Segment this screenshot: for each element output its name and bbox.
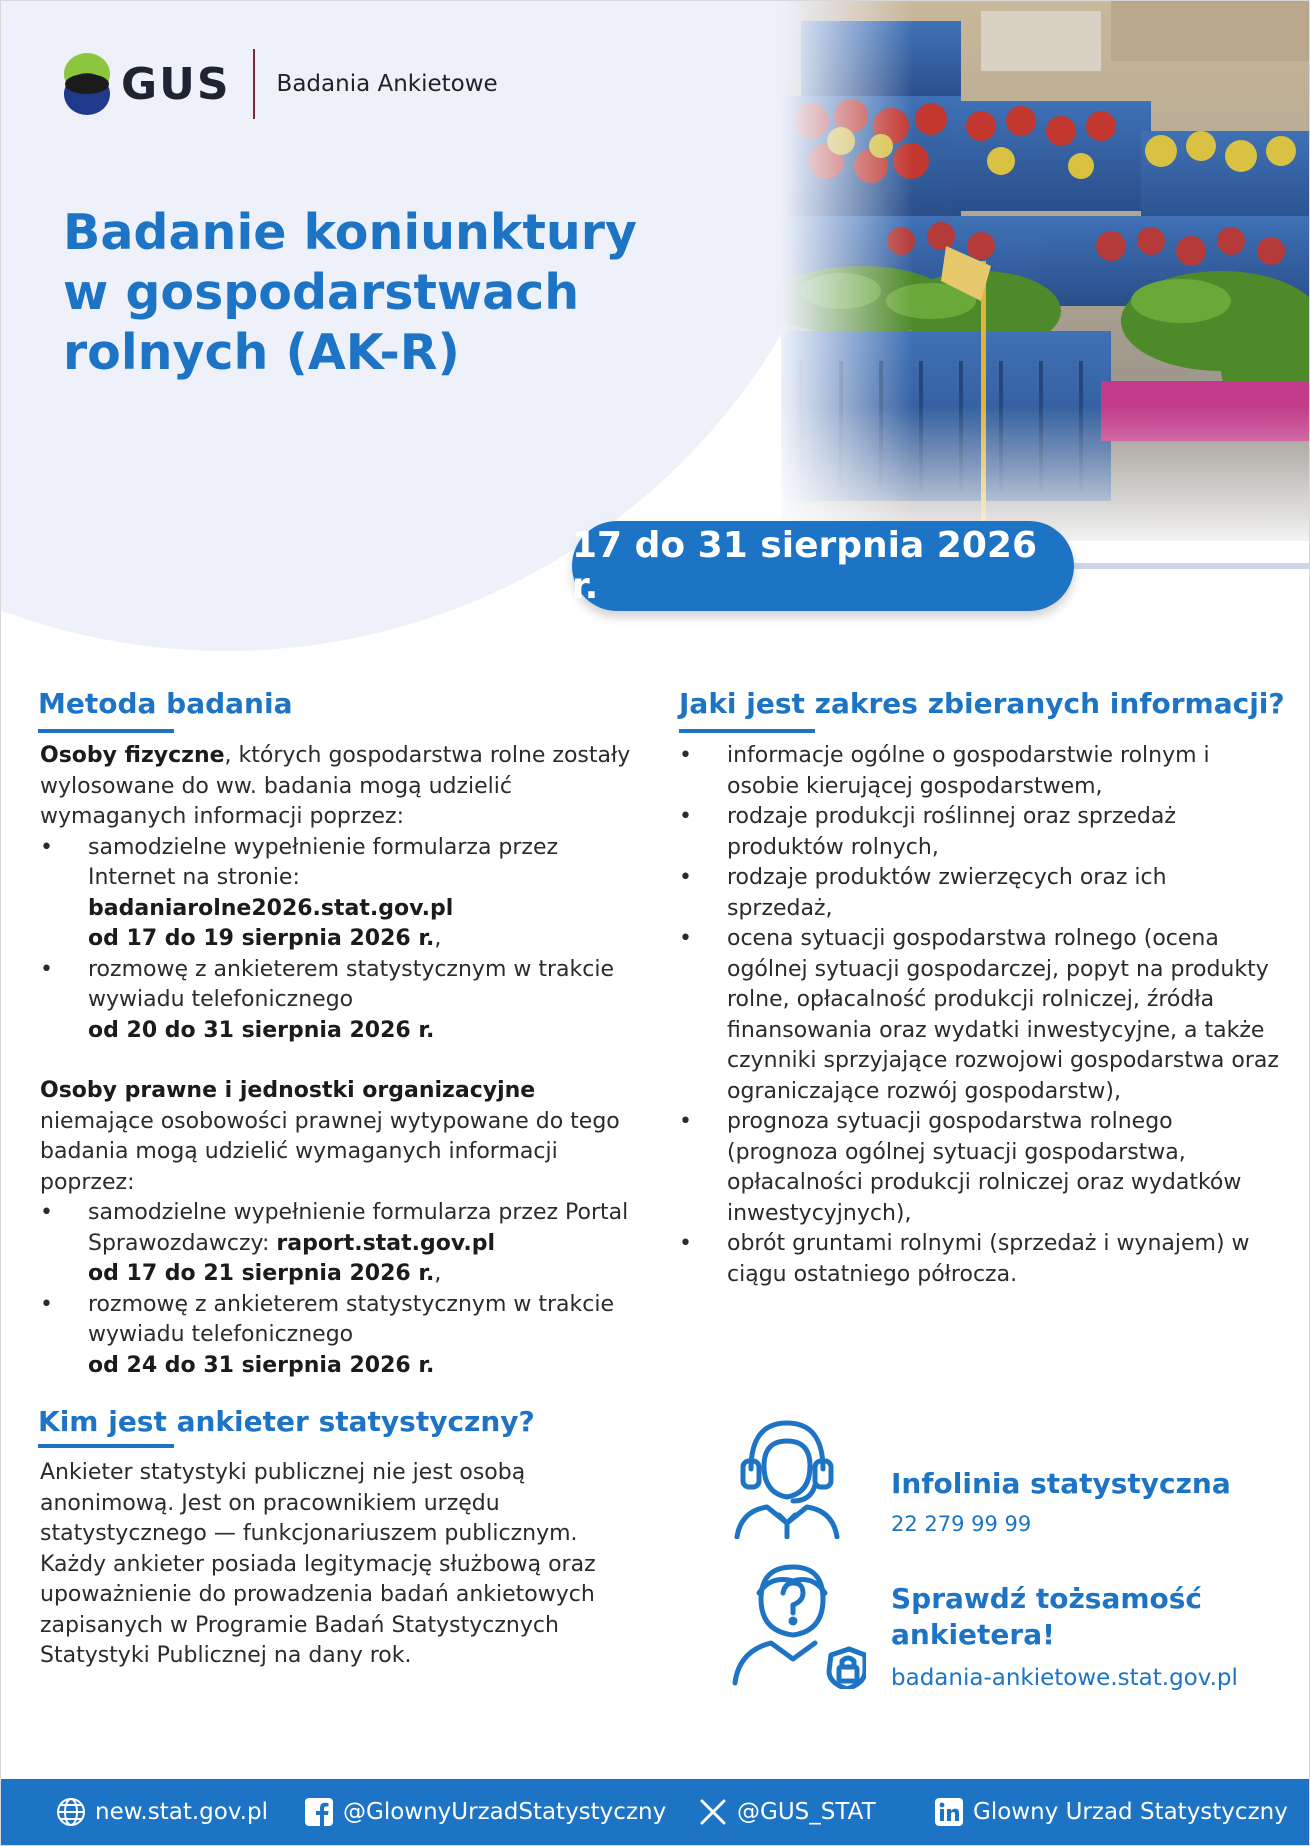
globe-icon: [55, 1796, 87, 1828]
scope-underline: [679, 729, 815, 733]
method-group2-item1-text: samodzielne wypełnienie formularza przez Portal Sprawozdawczy:: [88, 1200, 629, 1256]
method-group1-list: [40, 833, 640, 1047]
method-group1-lead: [40, 741, 640, 833]
method-group2-lead: [40, 1076, 640, 1198]
method-group2-item2-period: od 24 do 31 sierpnia 2026 r.: [88, 1352, 435, 1378]
hotline-title: Infolinia statystyczna: [891, 1467, 1231, 1500]
method-group2-lead-rest: niemające osobowości prawnej wytypowane do tego badania mogą udzielić wymaganych informacji poprzez:: [40, 1108, 620, 1195]
scope-item: • prognoza sytuacji gospodarstwa rolnego (prognoza ogólnej sytuacji gospodarstwa, opłacalności produkcji rolniczej oraz wydatków inwestycyjnych),: [679, 1107, 1279, 1229]
interviewer-underline: [38, 1444, 174, 1448]
verify-url[interactable]: badania-ankietowe.stat.gov.pl: [891, 1665, 1238, 1691]
title-line-3: rolnych (AK-R): [63, 324, 460, 381]
date-accent-line: [1041, 563, 1310, 569]
method-heading: Metoda badania: [38, 687, 293, 720]
facebook-icon: [303, 1796, 335, 1828]
method-group1-lead-rest: , których gospodarstwa rolne zostały wylosowane do ww. badania mogą udzielić wymaganych informacji poprzez:: [40, 743, 631, 829]
method-group2-item1-link[interactable]: raport.stat.gov.pl: [276, 1230, 496, 1256]
method-group1-item1: [40, 833, 640, 955]
scope-item: • ocena sytuacji gospodarstwa rolnego (ocena ogólnej sytuacji gospodarczej, popyt na produkty rolne, opłacalność produkcji rolniczej, źródła finansowania oraz wydatki inwestycyjne, a także czynniki sprzyjające rozwojowi gospodarstwa oraz ograniczające rozwój gospodarstw),: [679, 924, 1279, 1107]
logo-subtitle: Badania Ankietowe: [276, 71, 498, 97]
logo-divider: [253, 49, 255, 119]
method-group1-item1-link[interactable]: badaniarolne2026.stat.gov.pl: [88, 895, 454, 921]
gus-logo-icon: [63, 50, 111, 118]
title-line-2: w gospodarstwach: [63, 264, 580, 321]
method-group1-lead-bold: Osoby fizyczne: [40, 743, 225, 768]
method-group2-item1: [40, 1198, 640, 1290]
page-title: [63, 203, 683, 383]
footer-website[interactable]: [55, 1796, 268, 1828]
hotline-number[interactable]: 22 279 99 99: [891, 1512, 1032, 1536]
scope-item: • rodzaje produktów zwierzęcych oraz ich sprzedaż,: [679, 863, 1279, 924]
scope-item: • rodzaje produkcji roślinnej oraz sprzedaż produktów rolnych,: [679, 802, 1279, 863]
interviewer-heading: Kim jest ankieter statystyczny?: [38, 1405, 535, 1438]
method-group2-item1-period: od 17 do 21 sierpnia 2026 r.: [88, 1261, 435, 1286]
footer-bar: [1, 1779, 1310, 1846]
verify-title-line2: ankietera!: [891, 1618, 1055, 1651]
scope-body: [679, 741, 1279, 1290]
date-text: 17 do 31 sierpnia 2026 r.: [572, 525, 1037, 607]
x-icon: [697, 1796, 729, 1828]
gus-logo: [63, 49, 498, 119]
method-group1-item1-tail: ,: [434, 926, 442, 951]
method-group2-item2: [40, 1290, 640, 1382]
method-group2-item2-text: rozmowę z ankieterem statystycznym w trakcie wywiadu telefonicznego: [88, 1291, 614, 1347]
headset-agent-icon: [731, 1411, 843, 1539]
scope-item: • obrót gruntami rolnymi (sprzedaż i wynajem) w ciągu ostatniego półrocza.: [679, 1229, 1279, 1290]
method-group2-item1-tail: ,: [434, 1261, 442, 1286]
method-group1-item2-period: od 20 do 31 sierpnia 2026 r.: [88, 1017, 435, 1043]
footer-website-label: new.stat.gov.pl: [95, 1799, 268, 1825]
scope-list: [679, 741, 1279, 1290]
question-person-icon: [731, 1559, 866, 1689]
method-group2-list: [40, 1198, 640, 1381]
title-line-1: Badanie koniunktury: [63, 204, 637, 261]
linkedin-icon: [933, 1796, 965, 1828]
method-body: [40, 741, 640, 1381]
footer-facebook[interactable]: [303, 1796, 666, 1828]
method-underline: [38, 729, 174, 733]
method-group1-item2: [40, 955, 640, 1047]
footer-facebook-label: @GlownyUrzadStatystyczny: [343, 1799, 667, 1825]
market-photo: [781, 1, 1310, 541]
scope-item: • informacje ogólne o gospodarstwie rolnym i osobie kierującej gospodarstwem,: [679, 741, 1279, 802]
interviewer-body: Ankieter statystyki publicznej nie jest osobą anonimową. Jest on pracownikiem urzędu statystycznego — funkcjonariuszem publicznym. Każdy ankieter posiada legitymację służbową oraz upoważnienie do prowadzenia badań ankietowych zapisanych w Programie Badań Statystycznych Statystyki Publicznej na dany rok.: [40, 1460, 596, 1668]
logo-text: GUS: [121, 58, 231, 110]
footer-x[interactable]: [697, 1796, 876, 1828]
footer-linkedin-label: Glowny Urzad Statystyczny: [973, 1799, 1288, 1825]
scope-heading: Jaki jest zakres zbieranych informacji?: [679, 687, 1285, 720]
date-badge: [572, 521, 1074, 611]
method-group1-item2-text: rozmowę z ankieterem statystycznym w trakcie wywiadu telefonicznego: [88, 956, 614, 1012]
verify-block: [891, 1581, 1238, 1691]
hotline-block: [891, 1466, 1231, 1536]
verify-title-line1: Sprawdź tożsamość: [891, 1582, 1203, 1615]
footer-linkedin[interactable]: [933, 1796, 1288, 1828]
footer-x-label: @GUS_STAT: [737, 1799, 876, 1825]
method-group2-lead-bold: Osoby prawne i jednostki organizacyjne: [40, 1078, 536, 1103]
method-group1-item1-text: samodzielne wypełnienie formularza przez Internet na stronie:: [88, 834, 559, 890]
method-group1-item1-period: od 17 do 19 sierpnia 2026 r.: [88, 926, 435, 951]
